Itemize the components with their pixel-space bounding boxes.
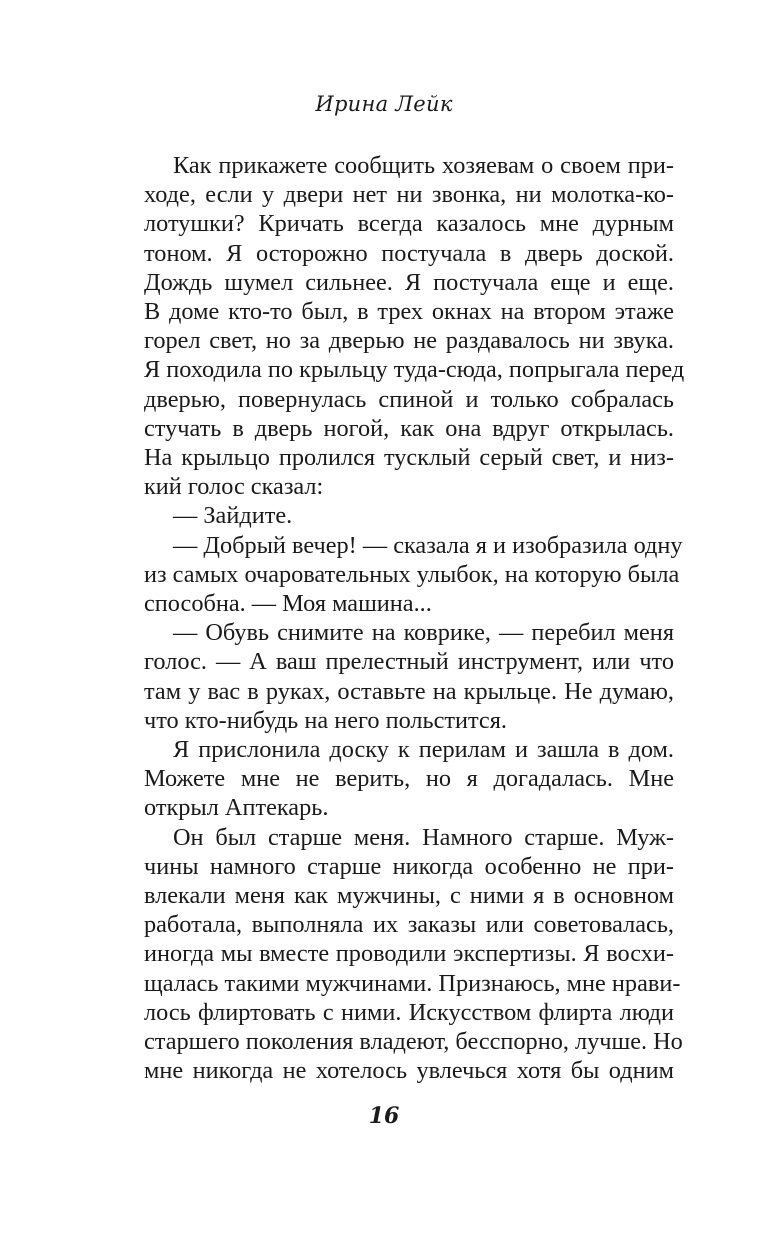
text-line: На крыльцо пролился тусклый серый свет, и низ- (144, 444, 674, 472)
text-line: В доме кто-то был, в трех окнах на втором этаже (144, 298, 674, 326)
text-line: иногда мы вместе проводили экспертизы. Я восхи- (144, 940, 674, 968)
text-line: лось флиртовать с ними. Искусством флирта люди (144, 998, 674, 1026)
paragraph (144, 531, 683, 619)
text-line: лотушки? Кричать всегда казалось мне дурным (144, 210, 674, 238)
body-text (144, 151, 685, 1086)
text-line: горел свет, но за дверью не раздавалось ни звука. (144, 327, 674, 355)
text-line: голос. — А ваш прелестный инструмент, или что (144, 648, 674, 676)
text-line: Как прикажете сообщить хозяевам о своем при- (173, 152, 674, 179)
text-line: Можете мне не верить, но я догадалась. Мне (144, 765, 674, 793)
text-line: мне никогда не хотелось увлечься хотя бы одним (144, 1057, 674, 1085)
text-line: ходе, если у двери нет ни звонка, ни молотка-ко- (144, 181, 674, 209)
paragraph (144, 501, 674, 530)
text-line: открыл Аптекарь. (144, 794, 329, 822)
text-line: там у вас в руках, оставьте на крыльце. Не думаю, (144, 677, 674, 705)
text-line: — Зайдите. (173, 502, 293, 530)
text-line: влекали меня как мужчины, с ними я в основном (144, 882, 674, 910)
running-head-author: Ирина Лейк (315, 92, 453, 116)
text-line: из самых очаровательных улыбок, на которую была (144, 560, 680, 588)
text-line: способна. — Моя машина... (144, 590, 432, 618)
text-line: — Обувь снимите на коврике, — перебил меня (173, 619, 674, 647)
text-line: щалась такими мужчинами. Признаюсь, мне нрави- (144, 969, 681, 997)
paragraph (144, 151, 685, 501)
text-line: Дождь шумел сильнее. Я постучала еще и еще. (144, 268, 674, 296)
text-line: кий голос сказал: (144, 473, 324, 501)
text-line: — Добрый вечер! — сказала я и изобразила одну (173, 531, 683, 559)
text-line: дверью, повернулась спиной и только собралась (144, 385, 674, 413)
paragraph (144, 823, 683, 1086)
text-line: Я походила по крыльцу туда-сюда, попрыгала перед (144, 356, 685, 384)
text-line: старшего поколения владеют, бесспорно, лучше. Но (144, 1028, 683, 1056)
paragraph (144, 735, 674, 823)
text-line: Он был старше меня. Намного старше. Муж- (173, 823, 674, 851)
text-line: стучать в дверь ногой, как она вдруг открылась. (144, 414, 674, 442)
text-line: Я прислонила доску к перилам и зашла в дом. (173, 736, 674, 764)
paragraph (144, 618, 674, 735)
page-number: 16 (368, 1103, 400, 1129)
text-line: работала, выполняла их заказы или советовалась, (144, 911, 674, 939)
text-line: чины намного старше никогда особенно не при- (144, 852, 674, 880)
text-line: что кто-нибудь на него польстится. (144, 706, 507, 734)
text-line: тоном. Я осторожно постучала в дверь доской. (144, 239, 674, 267)
